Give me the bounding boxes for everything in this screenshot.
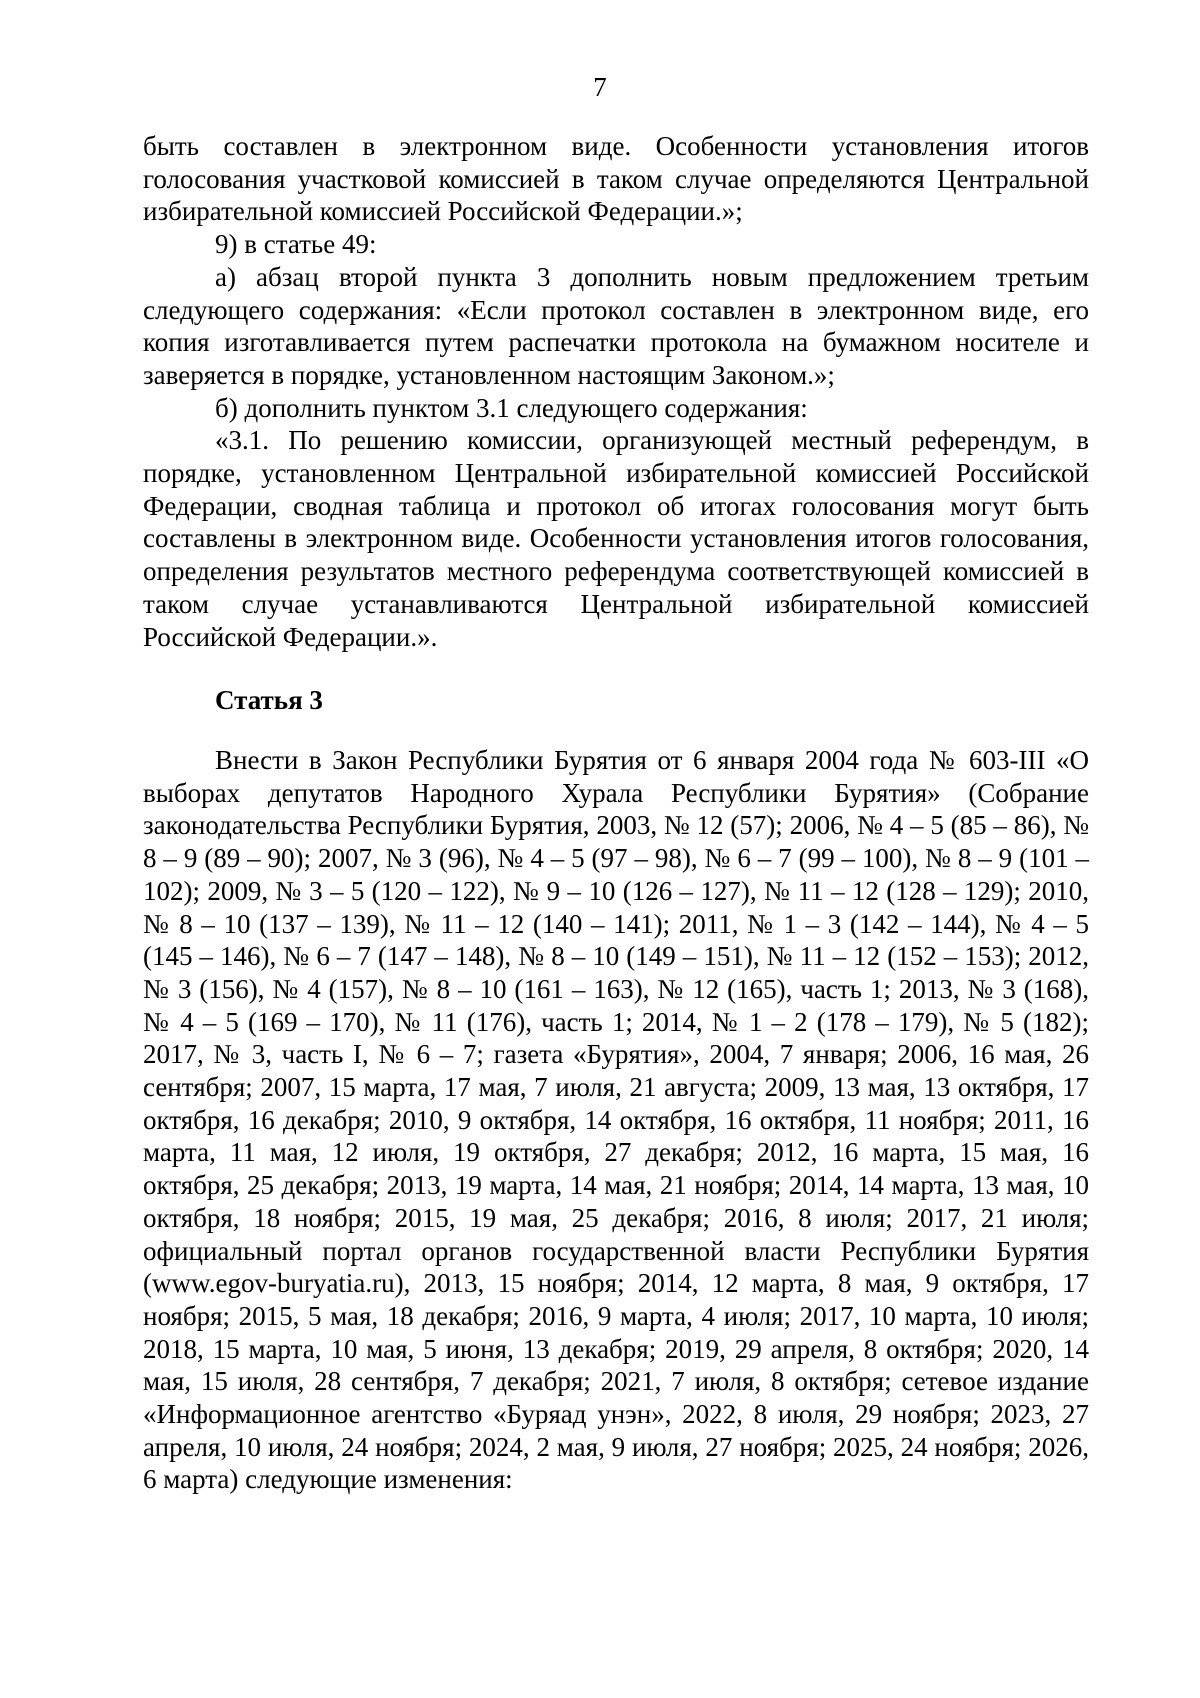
paragraph-subitem-a: а) абзац второй пункта 3 дополнить новым предложением третьим следующего содержания: «Если протокол составлен в электронном виде, его копия изготавливается путем распечатки протокола на бумажном носителе и заверяется в порядке, установленном настоящим Законом.»; — [143, 261, 1089, 390]
article-heading: Статья 3 — [215, 685, 323, 715]
paragraph-article-3: Внести в Закон Республики Бурятия от 6 января 2004 года № 603-III «О выборах депутатов Народного Хурала Республики Бурятия» (Собрание законодательства Республики Бурятия, 2003, № 12 (57); 2006, № 4 – 5 (85 – 86), № 8 – 9 (89 – 90); 2007, № 3 (96), № 4 – 5 (97 – 98), № 6 – 7 (99 – 100), № 8 – 9 (101 – 102); 2009, № 3 – 5 (120 – 122), № 9 – 10 (126 – 127), № 11 – 12 (128 – 129); 2010, № 8 – 10 (137 – 139), № 11 – 12 (140 – 141); 2011, № 1 – 3 (142 – 144), № 4 – 5 (145 – 146), № 6 – 7 (147 – 148), № 8 – 10 (149 – 151), № 11 – 12 (152 – 153); 2012, № 3 (156), № 4 (157), № 8 – 10 (161 – 163), № 12 (165), часть 1; 2013, № 3 (168), № 4 – 5 (169 – 170), № 11 (176), часть 1; 2014, № 1 – 2 (178 – 179), № 5 (182); 2017, № 3, часть I, № 6 – 7; газета «Бурятия», 2004, 7 января; 2006, 16 мая, 26 сентября; 2007, 15 марта, 17 мая, 7 июля, 21 августа; 2009, 13 мая, 13 октября, 17 октября, 16 декабря; 2010, 9 октября, 14 октября, 16 октября, 11 ноября; 2011, 16 марта, 11 мая, 12 июля, 19 октября, 27 декабря; 2012, 16 марта, 15 мая, 16 октября, 25 декабря; 2013, 19 марта, 14 мая, 21 ноября; 2014, 14 марта, 13 мая, 10 октября, 18 ноября; 2015, 19 мая, 25 декабря; 2016, 8 июля; 2017, 21 июля; официальный портал органов государственной власти Республики Бурятия (www.egov-buryatia.ru), 2013, 15 ноября; 2014, 12 марта, 8 мая, 9 октября, 17 ноября; 2015, 5 мая, 18 декабря; 2016, 9 марта, 4 июля; 2017, 10 марта, 10 июля; 2018, 15 марта, 10 мая, 5 июня, 13 декабря; 2019, 29 апреля, 8 октября; 2020, 14 мая, 15 июля, 28 сентября, 7 декабря; 2021, 7 июля, 8 октября; сетевое издание «Информационное агентство «Буряад унэн», 2022, 8 июля, 29 ноября; 2023, 27 апреля, 10 июля, 24 ноября; 2024, 2 мая, 9 июля, 27 ноября; 2025, 24 ноября; 2026, 6 марта) следующие изменения: — [143, 745, 1089, 1495]
paragraph-point-3-1: «3.1. По решению комиссии, организующей местный референдум, в порядке, установленном Центральной избирательной комиссией Российской Федерации, сводная таблица и протокол об итогах голосования могут быть составлены в электронном виде. Особенности установления итогов голосования, определения результатов местного референдума соответствующей комиссией в таком случае устанавливаются Центральной избирательной комиссией Российской Федерации.». — [143, 425, 1089, 652]
paragraph-subitem-b: б) дополнить пунктом 3.1 следующего содержания: — [215, 392, 808, 423]
page-number: 7 — [593, 72, 607, 102]
article-heading-block — [143, 684, 1089, 716]
article-3-text-block — [143, 744, 1089, 1496]
paragraph-continuation: быть составлен в электронном виде. Особенности установления итогов голосования участковой комиссией в таком случае определяются Центральной избирательной комиссией Российской Федерации.»; — [143, 131, 1089, 227]
amendments-text-block — [143, 130, 1089, 653]
paragraph-item-9: 9) в статье 49: — [215, 229, 377, 260]
